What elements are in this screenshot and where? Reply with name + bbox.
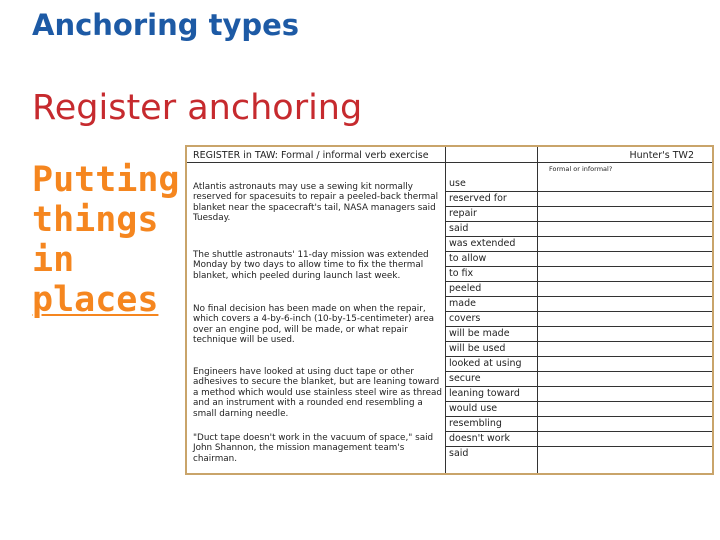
worksheet-header-right: Hunter's TW2 [629,150,694,161]
answer-cell: will be made [449,328,510,339]
answer-cell: said [449,448,469,459]
answer-cell: was extended [449,238,516,249]
column-divider [445,147,446,473]
answer-cell: to fix [449,268,474,279]
answer-cell: doesn't work [449,433,511,444]
worksheet-image [185,145,714,475]
worksheet-paragraph: "Duct tape doesn't work in the vacuum of space," said John Shannon, the mission management team's chairman. [193,433,434,464]
worksheet-paragraph: Atlantis astronauts may use a sewing kit normally reserved for spacesuits to repair a peeled-back thermal blanket near the spacecraft's tail, NASA managers said Tuesday. [193,182,439,224]
worksheet-paragraph: Engineers have looked at using duct tape or other adhesives to secure the blanket, but are leaning toward a method which would use stainless steel wire as thread and an instrument with a rounded end resembling a small darning needle. [193,367,442,419]
answer-cell: to allow [449,253,487,264]
worksheet-paragraph: No final decision has been made on when the repair, which covers a 4-by-6-inch (10-by-15-centimeter) area over an engine pod, will be made, or what repair technique will be used. [193,304,435,346]
answer-cell: covers [449,313,481,324]
side-caption-line: Putting [32,160,180,200]
side-caption-line: places [32,280,159,320]
header-rule [187,162,712,163]
answer-cell: leaning toward [449,388,520,399]
slide-title: Anchoring types [32,8,300,42]
answer-cell: said [449,223,469,234]
side-caption-line: in [32,240,75,280]
answer-cell: peeled [449,283,482,294]
worksheet-column-subheader: Formal or informal? [549,165,613,173]
answer-cell: would use [449,403,498,414]
answer-cell: secure [449,373,481,384]
worksheet-header-left: REGISTER in TAW: Formal / informal verb exercise [193,150,429,161]
answer-cell: use [449,178,466,189]
slide-subtitle: Register anchoring [32,88,363,128]
side-caption-line: things [32,200,159,240]
answer-cell: resembling [449,418,502,429]
answer-cell: made [449,298,476,309]
answer-cell: repair [449,208,477,219]
answer-cell: will be used [449,343,506,354]
answer-cell: looked at using [449,358,522,369]
side-caption [32,160,182,320]
column-divider [537,147,538,473]
answer-cell: reserved for [449,193,507,204]
worksheet-paragraph: The shuttle astronauts' 11-day mission was extended Monday by two days to allow time to fix the thermal blanket, which peeled during launch last week. [193,250,429,281]
